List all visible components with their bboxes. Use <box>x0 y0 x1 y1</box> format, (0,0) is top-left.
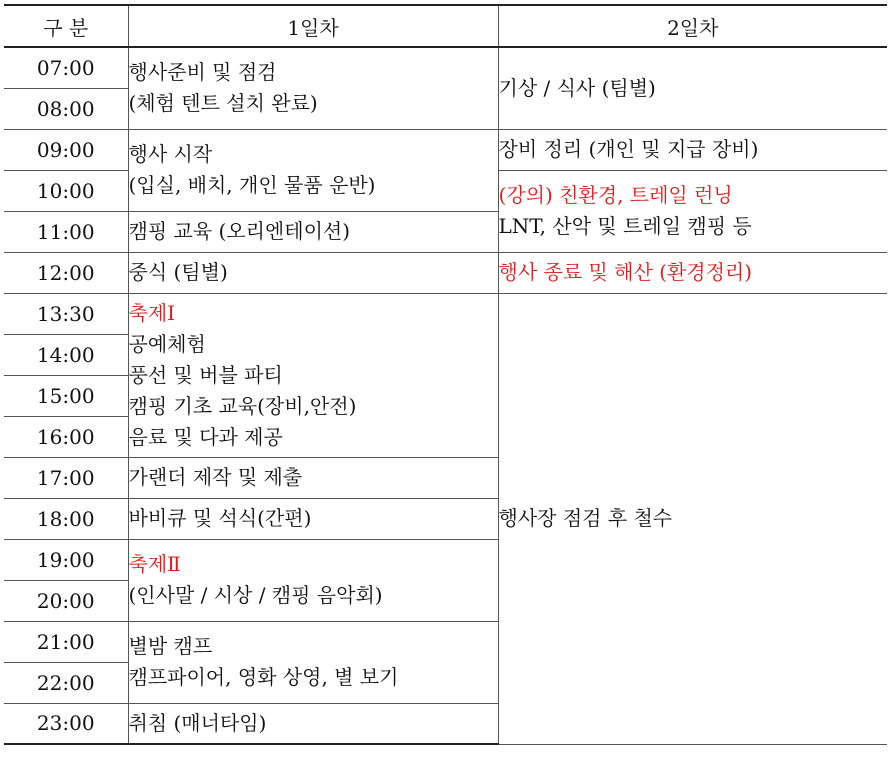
day1-bbq-text: 바비큐 및 석식(간편) <box>128 506 312 530</box>
day2-close-text: 행사 종료 및 해산 (환경정리) <box>498 260 753 284</box>
day2-wake <box>498 47 887 129</box>
day1-fest1-title: 축제Ⅰ <box>128 300 176 325</box>
day1-fest2-title: 축제Ⅱ <box>128 552 181 576</box>
time-cell: 11:00 <box>4 211 128 252</box>
day2-gear <box>498 129 887 170</box>
day2-withdraw-text: 행사장 점검 후 철수 <box>498 506 673 530</box>
day2-lecture-detail: LNT, 산악 및 트레일 캠핑 등 <box>498 214 752 238</box>
day1-fest1-item: 음료 및 다과 제공 <box>128 424 283 449</box>
day2-wake-text: 기상 / 식사 (팀별) <box>498 75 656 100</box>
day1-bbq <box>128 498 498 539</box>
day1-sleep-text: 취침 (매너타임) <box>128 710 267 735</box>
day1-start-line2: (입실, 배치, 개인 물품 운반) <box>128 173 376 197</box>
day1-night-line2: 캠프파이어, 영화 상영, 별 보기 <box>128 665 399 689</box>
time-cell: 21:00 <box>4 621 128 662</box>
day1-fest1 <box>128 293 498 457</box>
time-cell: 10:00 <box>4 170 128 211</box>
row-0900 <box>4 129 887 170</box>
schedule-table <box>4 4 887 745</box>
time-cell: 23:00 <box>4 703 128 744</box>
row-1200 <box>4 252 887 293</box>
day1-start <box>128 129 498 211</box>
day1-night <box>128 621 498 703</box>
day1-prep-line1: 행사준비 및 점검 <box>128 60 277 85</box>
time-cell: 15:00 <box>4 375 128 416</box>
day1-edu <box>128 211 498 252</box>
header-day1: 1일차 <box>128 5 498 47</box>
day1-fest1-item: 공예체험 <box>128 331 206 356</box>
day1-night-line1: 별밤 캠프 <box>128 634 213 658</box>
time-cell: 20:00 <box>4 580 128 621</box>
header-day2: 2일차 <box>498 5 887 47</box>
time-cell: 14:00 <box>4 334 128 375</box>
header-category: 구 분 <box>4 5 128 47</box>
day2-lecture-title: (강의) 친환경, 트레일 런닝 <box>498 183 733 207</box>
time-cell: 18:00 <box>4 498 128 539</box>
time-cell: 07:00 <box>4 47 128 88</box>
day1-prep-line2: (체험 텐트 설치 완료) <box>128 91 318 116</box>
day1-prep <box>128 47 498 129</box>
day1-sleep <box>128 703 498 744</box>
day1-edu-text: 캠핑 교육 (오리엔테이션) <box>128 219 351 243</box>
day2-withdraw <box>498 293 887 744</box>
day2-lecture <box>498 170 887 252</box>
day1-garland <box>128 457 498 498</box>
day1-fest1-item: 캠핑 기초 교육(장비,안전) <box>128 393 357 418</box>
header-row <box>4 5 887 47</box>
day1-lunch <box>128 252 498 293</box>
day1-start-line1: 행사 시작 <box>128 142 213 166</box>
day1-lunch-text: 중식 (팀별) <box>128 260 228 284</box>
time-cell: 12:00 <box>4 252 128 293</box>
day2-gear-text: 장비 정리 (개인 및 지급 장비) <box>498 137 759 161</box>
time-cell: 22:00 <box>4 662 128 703</box>
time-cell: 09:00 <box>4 129 128 170</box>
day1-fest1-item: 풍선 및 버블 파티 <box>128 362 283 387</box>
time-cell: 19:00 <box>4 539 128 580</box>
schedule-page <box>4 4 887 757</box>
time-cell: 16:00 <box>4 416 128 457</box>
row-1330 <box>4 293 887 334</box>
day1-fest2-detail: (인사말 / 시상 / 캠핑 음악회) <box>128 583 383 607</box>
day1-fest2 <box>128 539 498 621</box>
time-cell: 13:30 <box>4 293 128 334</box>
row-0700 <box>4 47 887 88</box>
time-cell: 17:00 <box>4 457 128 498</box>
day1-garland-text: 가랜더 제작 및 제출 <box>128 465 303 489</box>
day2-close <box>498 252 887 293</box>
time-cell: 08:00 <box>4 88 128 129</box>
